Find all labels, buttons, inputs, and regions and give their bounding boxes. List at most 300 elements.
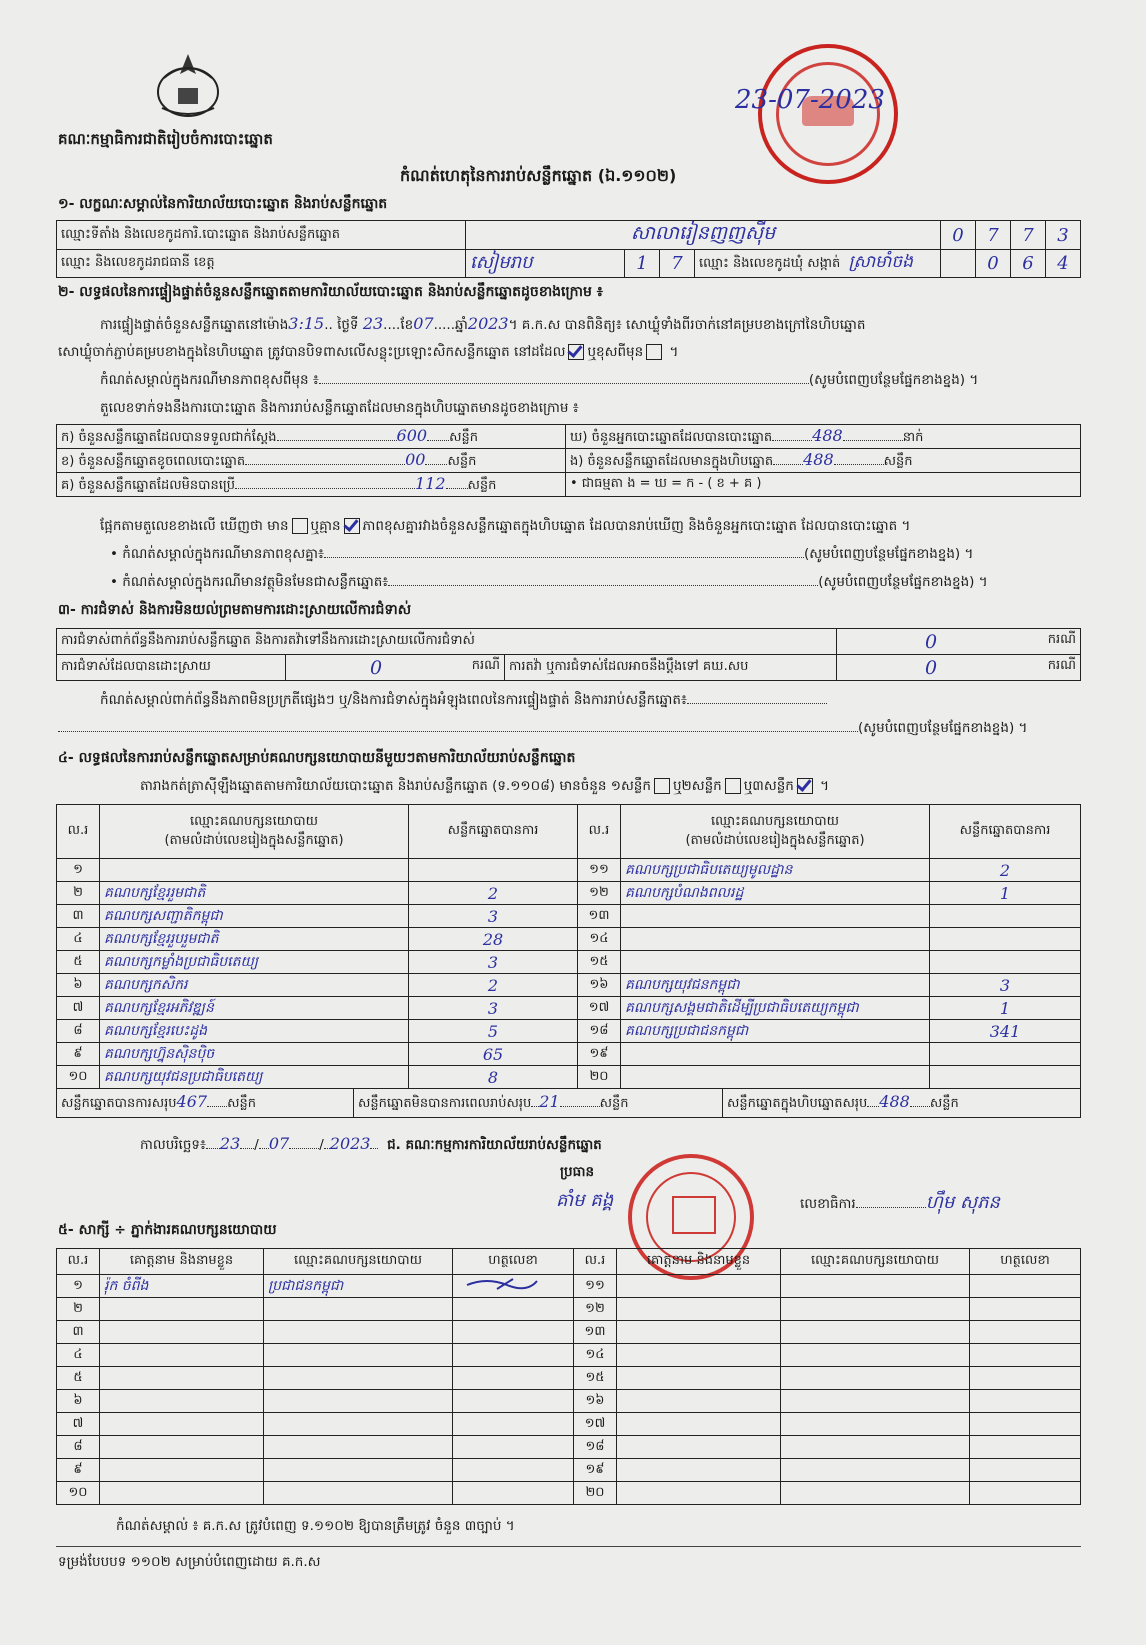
verify-day: 23 [362, 314, 384, 333]
results-votes: 3 [409, 905, 578, 928]
results-row [57, 882, 1081, 905]
verify-time-label: ការផ្ទៀងផ្ទាត់ចំនួនសន្លឹកឆ្នោតនៅម៉ោង [100, 317, 289, 333]
witness-no: ៤ [57, 1344, 100, 1367]
witness-no-right: ១១ [574, 1275, 617, 1298]
results-votes: 2 [409, 882, 578, 905]
box-total-cell [723, 1089, 1080, 1117]
witness-note: កំណត់សម្គាល់ ៖ គ.ក.ស ត្រូវបំពេញ ទ.១១០២ ឱ្យបានត្រឹមត្រូវ ចំនួន ៣ច្បាប់ ។ [116, 1518, 515, 1534]
results-row [57, 1043, 1081, 1066]
results-no: ១០ [57, 1066, 100, 1089]
witness-signature [453, 1436, 574, 1459]
figure-e [566, 449, 1081, 473]
witness-no: ១០ [57, 1482, 100, 1505]
secretary-label: លេខាធិការ [800, 1196, 856, 1212]
results-party: គណបក្សខ្មែររួបរួមជាតិ [100, 928, 409, 951]
witness-table [56, 1248, 1081, 1505]
witness-party-right [781, 1321, 970, 1344]
results-no-right: ១២ [578, 882, 621, 905]
results-party-right [621, 905, 930, 928]
figure-formula: • ជាធម្មតា ង = ឃ = ក - ( ខ + គ ) [566, 473, 1081, 497]
section5-heading: ៥- សាក្សី ÷ ភ្នាក់ងារគណបក្សនយោបាយ [58, 1222, 277, 1238]
results-row [57, 1020, 1081, 1043]
results-party-right: គណបក្សយុវជនកម្ពុជា [621, 974, 930, 997]
witness-signature [453, 1459, 574, 1482]
emblem-icon [148, 48, 228, 120]
difference-note-label: កំណត់សម្គាល់ក្នុងករណីមានភាពខុសពីមុន ៖ [100, 372, 319, 388]
irregularity-fill-note: (សូមបំពេញបន្ថែមផ្នែកខាងខ្នង) ។ [858, 720, 1028, 736]
one-sheet-checkbox[interactable] [654, 778, 670, 794]
witness-party-right [781, 1298, 970, 1321]
verify-locks-text: ។ គ.ក.ស បានពិនិត្យ៖ សោឃ្លុំទាំងពីរចាក់នៅគម្របខាងក្រៅនៃហិបឆ្នោត [508, 317, 866, 333]
results-party-right [621, 951, 930, 974]
bullet-foreign-note: (សូមបំពេញបន្ថែមផ្នែកខាងខ្នង) ។ [818, 574, 988, 590]
witness-name [100, 1298, 264, 1321]
witness-party-right [781, 1344, 970, 1367]
objection-count-cell [837, 629, 1081, 655]
witness-signature [453, 1390, 574, 1413]
results-party: គណបក្សយុវជនប្រជាធិបតេយ្យ [100, 1066, 409, 1089]
witness-name [100, 1436, 264, 1459]
witness-name-right [617, 1459, 781, 1482]
results-votes-right [930, 905, 1081, 928]
results-party-right: គណបក្សបំណងពលរដ្ឋ [621, 882, 930, 905]
two-sheets-checkbox[interactable] [725, 778, 741, 794]
witness-no: ២ [57, 1298, 100, 1321]
witness-name-right [617, 1390, 781, 1413]
witness-party: ប្រជាជនកម្ពុជា [264, 1275, 453, 1298]
witness-row [57, 1459, 1081, 1482]
irregularity-note-line2 [58, 720, 1083, 737]
signing-date-label: កាលបរិច្ឆេទ៖ [140, 1137, 206, 1153]
results-no: ១ [57, 859, 100, 882]
figure-c-label: គ) ចំនួនសន្លឹកឆ្នោតដែលមិនបានប្រើ [61, 477, 235, 493]
signing-committee: ជ. គណៈកម្មការការិយាល័យរាប់សន្លឹកឆ្នោត [387, 1137, 602, 1153]
footer-divider [56, 1546, 1081, 1547]
commune-name: ស្រាមាំចង [848, 252, 913, 272]
unchanged-checkbox[interactable] [568, 344, 584, 360]
results-party: គណបក្សកម្លាំងប្រជាធិបតេយ្យ [100, 951, 409, 974]
results-votes: 3 [409, 997, 578, 1020]
witness-no-right: ១៧ [574, 1413, 617, 1436]
witness-col-sign-2: ហត្ថលេខា [970, 1249, 1081, 1275]
witness-row [57, 1482, 1081, 1505]
witness-no: ៦ [57, 1390, 100, 1413]
figure-b-unit: សន្លឹក [447, 453, 477, 469]
witness-col-name: គោត្តនាម និងនាមខ្លួន [100, 1249, 264, 1275]
figure-b-value: 00 [405, 449, 426, 469]
verify-day-label: ថ្ងៃទី [337, 317, 359, 333]
discrepancy-none-label: ឬគ្មាន [310, 518, 341, 534]
witness-party-right [781, 1482, 970, 1505]
results-party: គណបក្សសញ្ជាតិកម្ពុជា [100, 905, 409, 928]
commune-code-blank [941, 250, 976, 278]
figure-d [566, 425, 1081, 449]
results-col-votes-2: សន្លឹកឆ្នោតបានការ [930, 805, 1081, 859]
witness-col-sign: ហត្ថលេខា [453, 1249, 574, 1275]
discrepancy-has-label: ផ្អែកតាមតួលេខខាងលើ ឃើញថា មាន [100, 518, 289, 534]
results-party: គណបក្សហ្វ៊ុនស៊ិនប៉ិច [100, 1043, 409, 1066]
resolved-count-cell [286, 655, 505, 681]
witness-no: ៧ [57, 1413, 100, 1436]
witness-name [100, 1321, 264, 1344]
verification-line-1: ការផ្ទៀងផ្ទាត់ចំនួនសន្លឹកឆ្នោតនៅម៉ោង3:15.. ថ្ងៃទី 23....ខែ07.....ឆ្នាំ2023។ គ.ក.ស បានពិនិត្យ៖ សោឃ្លុំទាំងពីរចាក់នៅគម្របខាងក្រៅនៃហិបឆ្នោត [100, 314, 866, 333]
witness-name-right [617, 1413, 781, 1436]
witness-no-right: ១៥ [574, 1367, 617, 1390]
witness-row [57, 1436, 1081, 1459]
witness-name-right [617, 1344, 781, 1367]
witness-party [264, 1390, 453, 1413]
results-votes: 8 [409, 1066, 578, 1089]
results-votes-right: 2 [930, 859, 1081, 882]
results-no: ៦ [57, 974, 100, 997]
witness-signature-right [970, 1275, 1081, 1298]
witness-signature-right [970, 1436, 1081, 1459]
irregularity-note [100, 692, 827, 709]
results-col-party-2 [621, 805, 930, 859]
results-party-right [621, 1066, 930, 1089]
results-row [57, 928, 1081, 951]
objection-table [56, 628, 1081, 681]
results-no-right: ១៨ [578, 1020, 621, 1043]
section2-heading: ២- លទ្ធផលនៃការផ្ទៀងផ្ទាត់ចំនួនសន្លឹកឆ្នោតតាមការិយាល័យបោះឆ្នោត និងរាប់សន្លឹកឆ្នោតដូចខាងក្រោម ៖ [58, 284, 603, 300]
figure-a-label: ក) ចំនួនសន្លឹកឆ្នោតដែលបានទទួលជាក់ស្តែង [61, 429, 277, 445]
witness-signature-right [970, 1390, 1081, 1413]
results-votes-right: 341 [930, 1020, 1081, 1043]
results-no-right: ១៥ [578, 951, 621, 974]
witness-signature [453, 1367, 574, 1390]
results-col-no-2: ល.រ [578, 805, 621, 859]
location-table [56, 220, 1081, 278]
results-votes-right: 1 [930, 997, 1081, 1020]
committee-name: គណៈកម្មាធិការជាតិរៀបចំការបោះឆ្នោត [58, 130, 273, 148]
witness-signature [453, 1321, 574, 1344]
verify-seal-text: សោឃ្លុំចាក់ភ្ជាប់គម្របខាងក្នុងនៃហិបឆ្នោត ត្រូវបានបិទពាសលើសន្លុះប្រឡោះសិកសន្លឹកឆ្នោត នៅដដែល [58, 344, 566, 360]
figure-e-value: 488 [803, 449, 834, 469]
witness-row [57, 1275, 1081, 1298]
invalid-total-cell [354, 1089, 723, 1117]
witness-party-right [781, 1459, 970, 1482]
witness-no-right: ១២ [574, 1298, 617, 1321]
witness-name [100, 1367, 264, 1390]
witness-no-right: ១៩ [574, 1459, 617, 1482]
station-code-3: 7 [1011, 221, 1046, 250]
witness-name [100, 1482, 264, 1505]
figure-c [57, 473, 566, 497]
results-votes: 2 [409, 974, 578, 997]
results-party-right: គណបក្សប្រជាធិបតេយ្យមូលដ្ឋាន [621, 859, 930, 882]
results-votes: 28 [409, 928, 578, 951]
appeal-count: 0 [925, 656, 938, 679]
signing-day: 23 [219, 1134, 241, 1153]
witness-signature-right [970, 1321, 1081, 1344]
witness-name [100, 1344, 264, 1367]
figure-d-value: 488 [812, 425, 843, 445]
valid-total-unit: សន្លឹក [227, 1096, 256, 1111]
discrepancy-text: ភាពខុសគ្នារវាងចំនួនសន្លឹកឆ្នោតក្នុងហិបឆ្នោត ដែលបានរាប់ឃើញ និងចំនួនអ្នកបោះឆ្នោត ដែលបានបោះឆ្នោត ។ [362, 518, 911, 534]
appeal-label: ការតវ៉ា ឬការជំទាស់ដែលអាចនឹងប្តឹងទៅ គឃ.សប [505, 655, 837, 681]
commune-code-2: 6 [1011, 250, 1046, 278]
results-no-right: ១៤ [578, 928, 621, 951]
tally-sheet-label: តារាងកត់ត្រាស៊ីឡឹងឆ្នោតតាមការិយាល័យបោះឆ្នោត និងរាប់សន្លឹកឆ្នោត (ទ.១១០៨) មានចំនួន ១សន្លឹក [140, 778, 651, 794]
witness-no-right: ១៦ [574, 1390, 617, 1413]
results-party: គណបក្សខ្មែរអភិវឌ្ឍន៍ [100, 997, 409, 1020]
results-votes-right [930, 1043, 1081, 1066]
results-row [57, 997, 1081, 1020]
section3-heading: ៣- ការជំទាស់ និងការមិនយល់ព្រមតាមការដោះស្រាយលើការជំទាស់ [58, 602, 412, 618]
witness-signature-right [970, 1367, 1081, 1390]
results-col-party [100, 805, 409, 859]
president-title: ប្រធាន [560, 1164, 595, 1180]
section4-heading: ៤- លទ្ធផលនៃការរាប់សន្លឹកឆ្នោតសម្រាប់គណបក្សនយោបាយនីមួយៗតាមការិយាល័យរាប់សន្លឹកឆ្នោត [58, 750, 576, 766]
witness-name-right [617, 1275, 781, 1298]
station-label: ឈ្មោះទីតាំង និងលេខកូដការិ.បោះឆ្នោត និងរាប់សន្លឹកឆ្នោត [57, 221, 466, 250]
witness-row [57, 1390, 1081, 1413]
commune-code-3: 4 [1046, 250, 1081, 278]
changed-checkbox[interactable] [646, 344, 662, 360]
results-col-party-title-2: ឈ្មោះគណបក្សនយោបាយ [711, 813, 839, 829]
figure-d-label: ឃ) ចំនួនអ្នកបោះឆ្នោតដែលបានបោះឆ្នោត [570, 429, 773, 445]
president-signature: គាំម គង្គ [556, 1190, 614, 1211]
bullet-foreign-object [110, 574, 1080, 591]
results-col-no: ល.រ [57, 805, 100, 859]
verify-year-label: ឆ្នាំ [455, 317, 468, 333]
appeal-unit: ករណី [1047, 657, 1076, 673]
three-sheets-checkbox[interactable] [797, 778, 813, 794]
valid-total: 467 [176, 1092, 208, 1111]
results-votes-right [930, 928, 1081, 951]
figure-e-unit: សន្លឹក [883, 453, 913, 469]
changed-label: ឬខុសពីមុន [587, 344, 644, 360]
objection-unit: ករណី [1047, 631, 1076, 647]
witness-name: រ៉ុក ចំពីង [100, 1275, 264, 1298]
witness-name [100, 1390, 264, 1413]
verification-line-2: សោឃ្លុំចាក់ភ្ជាប់គម្របខាងក្នុងនៃហិបឆ្នោត ត្រូវបានបិទពាសលើសន្លុះប្រឡោះសិកសន្លឹកឆ្នោត នៅដដែល ឬខុសពីមុន ។ [58, 344, 679, 360]
commune-label-text: ឈ្មោះ និងលេខកូដឃុំ សង្កាត់ [699, 256, 841, 271]
verify-year: 2023 [467, 314, 509, 333]
bullet-difference [110, 546, 1080, 563]
witness-party [264, 1482, 453, 1505]
results-row [57, 859, 1081, 882]
witness-party [264, 1367, 453, 1390]
witness-row [57, 1413, 1081, 1436]
witness-party [264, 1436, 453, 1459]
results-no: ៧ [57, 997, 100, 1020]
commune-code-1: 0 [976, 250, 1011, 278]
signing-year: 2023 [329, 1134, 371, 1153]
verify-month: 07 [413, 314, 434, 333]
witness-party [264, 1344, 453, 1367]
witness-col-no: ល.រ [57, 1249, 100, 1275]
results-party-right [621, 928, 930, 951]
results-votes: 3 [409, 951, 578, 974]
witness-col-party: ឈ្មោះគណបក្សនយោបាយ [264, 1249, 453, 1275]
results-votes-right [930, 951, 1081, 974]
discrepancy-line [100, 518, 910, 535]
results-party: គណបក្សកសិករ [100, 974, 409, 997]
witness-signature-right [970, 1459, 1081, 1482]
witness-col-party-2: ឈ្មោះគណបក្សនយោបាយ [781, 1249, 970, 1275]
province-label: ឈ្មោះ និងលេខកូដរាជធានី ខេត្ត [57, 250, 466, 278]
witness-party-right [781, 1275, 970, 1298]
witness-row [57, 1321, 1081, 1344]
witness-no: ៥ [57, 1367, 100, 1390]
witness-signature [453, 1298, 574, 1321]
results-party-right: គណបក្សសង្គមជាតិដើម្បីប្រជាធិបតេយ្យកម្ពុជា [621, 997, 930, 1020]
figure-c-value: 112 [415, 473, 446, 493]
results-no: ៨ [57, 1020, 100, 1043]
witness-name-right [617, 1482, 781, 1505]
witness-name [100, 1459, 264, 1482]
results-party-right: គណបក្សប្រជាជនកម្ពុជា [621, 1020, 930, 1043]
figure-b-label: ខ) ចំនួនសន្លឹកឆ្នោតខូចពេលបោះឆ្នោត [61, 453, 246, 469]
secretary-line [800, 1192, 1000, 1215]
witness-no: ៩ [57, 1459, 100, 1482]
figure-b [57, 449, 566, 473]
form-footer: ទម្រង់បែបបទ ១១០២ សម្រាប់បំពេញដោយ គ.ក.ស [58, 1554, 321, 1570]
witness-no-right: ១៤ [574, 1344, 617, 1367]
province-name: សៀមរាប [466, 250, 625, 278]
witness-signature-mark [457, 1275, 547, 1293]
witness-party-right [781, 1390, 970, 1413]
figure-a [57, 425, 566, 449]
witness-no-right: ២០ [574, 1482, 617, 1505]
station-code-4: 3 [1046, 221, 1081, 250]
resolved-count: 0 [370, 656, 383, 679]
figure-d-unit: នាក់ [902, 429, 924, 445]
invalid-total-unit: សន្លឹក [599, 1096, 629, 1111]
results-no-right: ១៩ [578, 1043, 621, 1066]
totals-row [57, 1089, 1081, 1118]
witness-no: ៨ [57, 1436, 100, 1459]
results-no-right: ១៧ [578, 997, 621, 1020]
results-party-right [621, 1043, 930, 1066]
section1-heading: ១- លក្ខណៈសម្គាល់នៃការិយាល័យបោះឆ្នោត និងរាប់សន្លឹកឆ្នោត [58, 196, 388, 212]
three-sheets-label: ឬ៣សន្លឹក [743, 778, 794, 794]
witness-signature [453, 1275, 574, 1298]
witness-no: ៣ [57, 1321, 100, 1344]
witness-no-right: ១៣ [574, 1321, 617, 1344]
witness-party-right [781, 1413, 970, 1436]
box-total: 488 [879, 1092, 910, 1111]
results-no-right: ១១ [578, 859, 621, 882]
witness-name-right [617, 1436, 781, 1459]
difference-fill-note: (សូមបំពេញបន្ថែមផ្នែកខាងខ្នង) ។ [808, 372, 979, 388]
bullet-foreign-label: • កំណត់សម្គាល់ក្នុងករណីមានវត្ថុមិនមែនជាសន្លឹកឆ្នោត៖ [110, 574, 389, 590]
witness-no-right: ១៨ [574, 1436, 617, 1459]
witness-name-right [617, 1367, 781, 1390]
bullet-difference-note: (សូមបំពេញបន្ថែមផ្នែកខាងខ្នង) ។ [803, 546, 974, 562]
witness-signature [453, 1482, 574, 1505]
witness-signature-right [970, 1482, 1081, 1505]
station-name: សាលារៀនញញស៊ីម [466, 221, 941, 250]
witness-party-right [781, 1367, 970, 1390]
results-no: ៤ [57, 928, 100, 951]
has-difference-checkbox[interactable] [292, 518, 308, 534]
document-title: កំណត់ហេតុនៃការរាប់សន្លឹកឆ្នោត (ឯ.១១០២) [400, 166, 677, 185]
invalid-total-label: សន្លឹកឆ្នោតមិនបានការពេលរាប់សរុប [358, 1096, 532, 1111]
witness-no: ១ [57, 1275, 100, 1298]
results-col-party-sub: (តាមលំដាប់លេខរៀងក្នុងសន្លឹកឆ្នោត) [164, 832, 344, 848]
results-no: ២ [57, 882, 100, 905]
results-votes-right [930, 1066, 1081, 1089]
witness-signature [453, 1413, 574, 1436]
witness-row [57, 1344, 1081, 1367]
figures-intro: តួលេខទាក់ទងនឹងការបោះឆ្នោត និងការរាប់សន្លឹកឆ្នោតដែលមានក្នុងហិបឆ្នោតមានដូចខាងក្រោម ៖ [100, 400, 579, 416]
witness-row [57, 1298, 1081, 1321]
valid-total-cell [57, 1089, 354, 1117]
results-col-votes: សន្លឹកឆ្នោតបានការ [409, 805, 578, 859]
secretary-signature: ហ៊ឹម សុភន [925, 1192, 1000, 1213]
appeal-count-cell [837, 655, 1081, 681]
results-row [57, 905, 1081, 928]
invalid-total: 21 [539, 1092, 560, 1111]
tally-sheet-line: តារាងកត់ត្រាស៊ីឡឹងឆ្នោតតាមការិយាល័យបោះឆ្នោត និងរាប់សន្លឹកឆ្នោត (ទ.១១០៨) មានចំនួន ១សន្លឹក ឬ២សន្លឹក ឬ៣សន្លឹក ។ [140, 778, 830, 794]
objection-count: 0 [925, 630, 938, 653]
resolved-label: ការជំទាស់ដែលបានដោះស្រាយ [57, 655, 286, 681]
witness-party [264, 1321, 453, 1344]
witness-signature [453, 1344, 574, 1367]
stamp-date-signature: 23-07-2023 [735, 85, 885, 115]
irregularity-note-label: កំណត់សម្គាល់ពាក់ព័ន្ធនឹងភាពមិនប្រក្រតីផ្សេងៗ ឬ/និងការជំទាស់ក្នុងអំឡុងពេលនៃការផ្ទៀងផ្ទាត់ និងការរាប់សន្លឹកឆ្នោត៖ [100, 692, 687, 708]
results-no: ៣ [57, 905, 100, 928]
province-code-1: 1 [625, 250, 660, 278]
results-no-right: ១៦ [578, 974, 621, 997]
witness-signature-right [970, 1344, 1081, 1367]
station-code-2: 7 [976, 221, 1011, 250]
witness-name-right [617, 1298, 781, 1321]
witness-party [264, 1459, 453, 1482]
station-code-1: 0 [941, 221, 976, 250]
results-col-party-sub-2: (តាមលំដាប់លេខរៀងក្នុងសន្លឹកឆ្នោត) [685, 832, 865, 848]
witness-party [264, 1298, 453, 1321]
verify-time: 3:15 [288, 314, 325, 333]
results-no-right: ១៣ [578, 905, 621, 928]
results-votes: 65 [409, 1043, 578, 1066]
figure-c-unit: សន្លឹក [467, 477, 497, 493]
results-votes: 5 [409, 1020, 578, 1043]
verify-month-label: ខែ [400, 317, 414, 333]
results-no: ៥ [57, 951, 100, 974]
results-party: គណបក្សខ្មែររួមជាតិ [100, 882, 409, 905]
figure-a-unit: សន្លឹក [449, 429, 478, 445]
difference-note-line [100, 372, 1080, 389]
witness-row [57, 1367, 1081, 1390]
results-party: គណបក្សខ្មែរបេះដូង [100, 1020, 409, 1043]
results-votes-right: 1 [930, 882, 1081, 905]
results-row [57, 1066, 1081, 1089]
signing-month: 07 [268, 1134, 290, 1153]
results-party [100, 859, 409, 882]
results-row [57, 951, 1081, 974]
bullet-difference-label: • កំណត់សម្គាល់ក្នុងករណីមានភាពខុសគ្នា៖ [110, 546, 324, 562]
results-col-party-title: ឈ្មោះគណបក្សនយោបាយ [190, 813, 318, 829]
box-total-unit: សន្លឹក [929, 1096, 959, 1111]
no-difference-checkbox[interactable] [344, 518, 360, 534]
resolved-unit: ករណី [471, 657, 500, 673]
valid-total-label: សន្លឹកឆ្នោតបានការសរុប [61, 1096, 177, 1111]
results-no: ៩ [57, 1043, 100, 1066]
witness-col-name-2: គោត្តនាម និងនាមខ្លួន [617, 1249, 781, 1275]
witness-name-right [617, 1321, 781, 1344]
witness-col-no-2: ល.រ [574, 1249, 617, 1275]
two-sheets-label: ឬ២សន្លឹក [672, 778, 722, 794]
province-code-2: 7 [660, 250, 695, 278]
figures-table [56, 424, 1081, 497]
objection-label: ការជំទាស់ពាក់ព័ន្ធនឹងការរាប់សន្លឹកឆ្នោត និងការតវ៉ាទៅនឹងការដោះស្រាយលើការជំទាស់ [57, 629, 837, 655]
witness-signature-right [970, 1413, 1081, 1436]
box-total-label: សន្លឹកឆ្នោតក្នុងហិបឆ្នោតសរុប [727, 1096, 868, 1111]
results-votes-right: 3 [930, 974, 1081, 997]
